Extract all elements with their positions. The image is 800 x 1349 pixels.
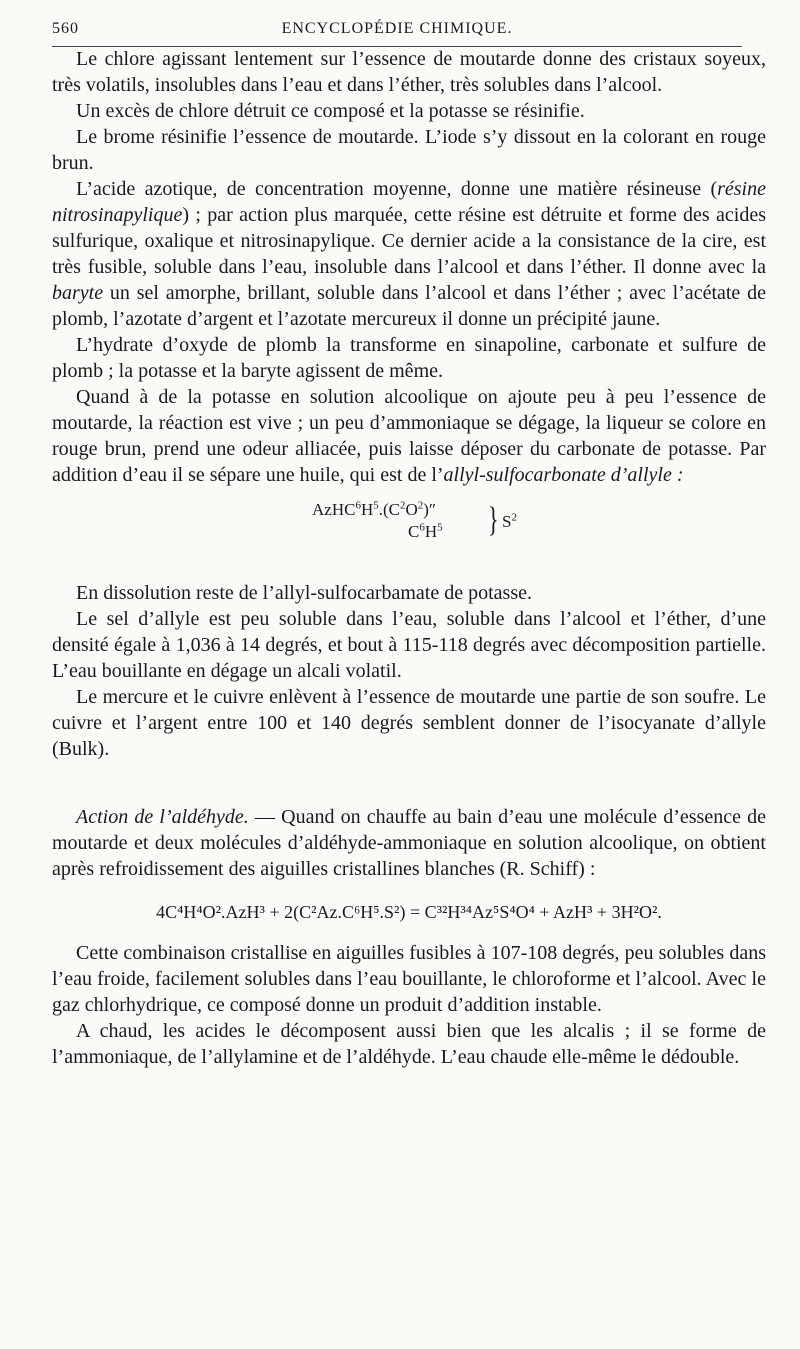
main-text — [52, 46, 766, 1070]
formula-allyl-sulfocarbonate — [52, 496, 766, 574]
formula-aldehyde-reaction: 4C⁴H⁴O².AzH³ + 2(C²Az.C⁶H⁵.S²) = C³²H³⁴Az⁵S⁴O⁴ + AzH³ + 3H²O². — [156, 902, 662, 922]
paragraph-brome: Le brome résinifie l’essence de moutarde. L’iode s’y dissout en la colorant en rouge brun. — [52, 126, 766, 174]
term-baryte: baryte — [52, 282, 104, 304]
formula-brace: } — [488, 498, 499, 539]
paragraph-mercure-cuivre: Le mercure et le cuivre enlèvent à l’essence de moutarde une partie de son soufre. Le cuivre et l’argent entre 100 et 140 degrés semblent donner de l’isocyanate d’allyle (Bulk). — [52, 686, 766, 760]
running-title: ENCYCLOPÉDIE CHIMIQUE. — [281, 20, 513, 37]
paragraph-potasse: Quand à de la potasse en solution alcoolique on ajoute peu à peu l’essence de moutarde, la réaction est vive ; un peu d’ammoniaque se dégage, la liqueur se colore en rouge brun, prend une odeur alliacée, puis laisse déposer du carbonate de potasse. Par addition d’eau il se sépare une huile, qui est de l’allyl-sulfocarbonate d’allyle : — [52, 386, 766, 486]
term-allyl-sulfocarbonate: allyl-sulfocarbonate d’allyle : — [443, 464, 684, 486]
term-resine: résine nitrosinapylique — [52, 178, 766, 226]
paragraph-hydrate: L’hydrate d’oxyde de plomb la transforme en sinapoline, carbonate et sulfure de plomb ; la potasse et la baryte agissent de même. — [52, 334, 766, 382]
running-header — [52, 20, 742, 44]
paragraph-combinaison: Cette combinaison cristallise en aiguilles fusibles à 107-108 degrés, peu solubles dans l’eau froide, facilement solubles dans l’eau bouillante, le chloroforme et l’alcool. Avec le gaz chlorhydrique, ce composé donne un produit d’addition instable. — [52, 942, 766, 1016]
page-number: 560 — [52, 20, 79, 37]
paragraph-exces-chlore: Un excès de chlore détruit ce composé et la potasse se résinifie. — [76, 100, 585, 122]
formula-line-2: $C^6H^5$ — [408, 521, 443, 541]
formula-sulfur: $S^2$ — [502, 511, 517, 531]
paragraph-acide-azotique: L’acide azotique, de concentration moyenne, donne une matière résineuse (résine nitrosinapylique) ; par action plus marquée, cette résine est détruite et forme des acides sulfurique, oxalique et nitrosinapylique. Ce dernier acide a la consistance de la cire, est très fusible, soluble dans l’eau, insoluble dans l’alcool et dans l’éther. Il donne avec la baryte un sel amorphe, brillant, soluble dans l’alcool et dans l’éther ; avec l’acétate de plomb, l’azotate d’argent et l’azotate mercureux il donne un précipité jaune. — [52, 178, 766, 330]
paragraph-sel-allyle: Le sel d’allyle est peu soluble dans l’eau, soluble dans l’alcool et l’éther, d’une densité égale à 1,036 à 14 degrés, et bout à 115-118 degrés avec décomposition partielle. L’eau bouillante en dégage un alcali volatil. — [52, 608, 766, 682]
paragraph-a-chaud: A chaud, les acides le décomposent aussi bien que les alcalis ; il se forme de l’ammoniaque, de l’allylamine et de l’aldéhyde. L’eau chaude elle-même le dédouble. — [52, 1020, 766, 1068]
paragraph-chlore: Le chlore agissant lentement sur l’essence de moutarde donne des cristaux soyeux, très volatils, insolubles dans l’eau et dans l’éther, très solubles dans l’alcool. — [52, 48, 766, 96]
paragraph-dissolution: En dissolution reste de l’allyl-sulfocarbamate de potasse. — [76, 582, 532, 604]
section-title-aldehyde: Action de l’aldéhyde. — [76, 806, 249, 828]
paragraph-aldehyde: Action de l’aldéhyde. — Quand on chauffe au bain d’eau une molécule d’essence de moutarde et deux molécules d’aldéhyde-ammoniaque en solution alcoolique, on obtient après refroidissement des aiguilles cristallines blanches (R. Schiff) : — [52, 806, 766, 880]
formula-line-1: $AzHC^6H^5.(C^2O^2)''$ — [312, 499, 437, 519]
